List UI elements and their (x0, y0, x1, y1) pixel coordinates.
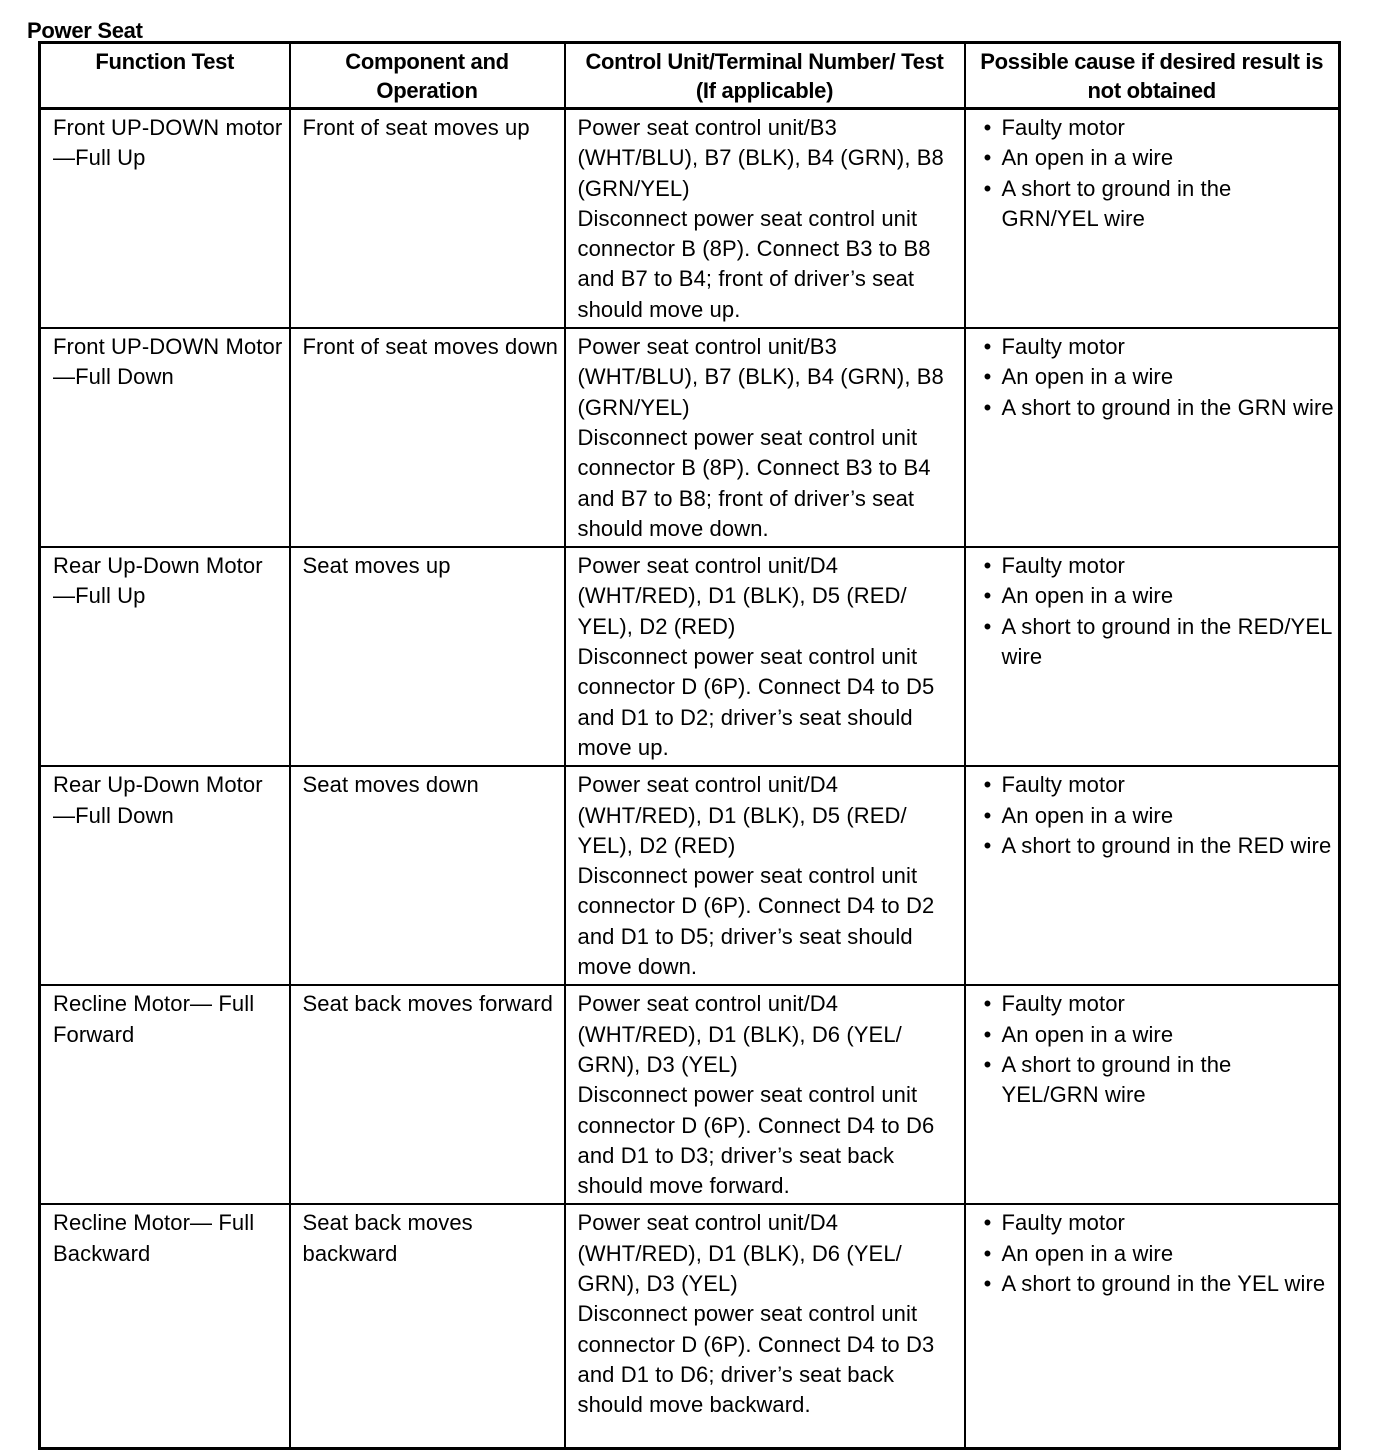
test-procedure-text: Disconnect power seat control unit connector D (6P). Connect D4 to D2 and D1 to D5; driver’s seat should move down. (577, 863, 935, 980)
test-procedure-text: Disconnect power seat control unit connector D (6P). Connect D4 to D5 and D1 to D2; driver’s seat should move up. (577, 644, 935, 760)
cause-list (978, 551, 1335, 672)
cause-item (983, 1050, 1335, 1111)
bullet-icon: • (983, 1240, 992, 1266)
bullet-icon: • (983, 1051, 992, 1077)
table-row (40, 328, 1340, 547)
bullet-icon: • (983, 1021, 992, 1047)
table-row (40, 766, 1340, 985)
function-test-text: Recline Motor— Full Forward (53, 991, 255, 1047)
possible-cause-cell (965, 328, 1340, 547)
test-procedure-text: Disconnect power seat control unit connector B (8P). Connect B3 to B4 and B7 to B8; front of driver’s seat should move down. (577, 424, 931, 541)
bullet-icon: • (983, 1210, 992, 1236)
cause-list (978, 770, 1335, 861)
table-body (40, 109, 1340, 1449)
bullet-icon: • (983, 991, 992, 1017)
bullet-icon: • (983, 583, 992, 609)
cause-text: Faulty motor (1001, 334, 1125, 360)
control-unit-cell (565, 109, 965, 329)
cause-item (983, 113, 1335, 143)
bullet-icon: • (983, 613, 992, 639)
operation-text: Seat back moves backward (302, 1210, 473, 1266)
header-control-unit-terminal: Control Unit/Terminal Number/ Test (If applicable) (565, 43, 965, 109)
bullet-icon: • (983, 553, 992, 579)
cause-text: Faulty motor (1001, 1210, 1125, 1236)
table-row (40, 985, 1340, 1204)
test-procedure-text: Disconnect power seat control unit connector D (6P). Connect D4 to D6 and D1 to D3; driver’s seat back should move forward. (577, 1082, 935, 1199)
cause-item (983, 551, 1335, 581)
cause-list (978, 113, 1335, 234)
cause-list (978, 332, 1335, 423)
header-possible-cause: Possible cause if desired result is not obtained (965, 43, 1340, 109)
cause-item (983, 174, 1335, 235)
cause-text: A short to ground in the YEL/GRN wire (1001, 1051, 1232, 1108)
bullet-icon: • (983, 1270, 992, 1296)
table-header-row (40, 43, 1340, 109)
table-row (40, 109, 1340, 329)
cause-text: An open in a wire (1001, 802, 1174, 828)
operation-cell (290, 766, 565, 985)
test-procedure-text: Disconnect power seat control unit connector D (6P). Connect D4 to D3 and D1 to D6; driver’s seat back should move backward. (577, 1301, 935, 1418)
cause-text: An open in a wire (1001, 583, 1174, 609)
cause-item (983, 143, 1335, 173)
cause-list (978, 989, 1335, 1110)
cause-item (983, 393, 1335, 423)
cause-text: Faulty motor (1001, 991, 1125, 1017)
function-test-text: Rear Up-Down Motor—Full Down (53, 772, 263, 828)
terminals-text: Power seat control unit/B3 (WHT/BLU), B7 (BLK), B4 (GRN), B8 (GRN/YEL) (577, 334, 944, 420)
cause-text: Faulty motor (1001, 553, 1125, 579)
cause-text: An open in a wire (1001, 145, 1174, 171)
function-test-text: Rear Up-Down Motor—Full Up (53, 553, 263, 609)
cause-item (983, 770, 1335, 800)
cause-text: A short to ground in the YEL wire (1001, 1270, 1326, 1296)
operation-cell (290, 1204, 565, 1448)
test-procedure-text: Disconnect power seat control unit connector B (8P). Connect B3 to B8 and B7 to B4; front of driver’s seat should move up. (577, 205, 931, 322)
cause-item (983, 1020, 1335, 1050)
operation-cell (290, 985, 565, 1204)
cause-text: An open in a wire (1001, 1021, 1174, 1047)
control-unit-cell (565, 766, 965, 985)
terminals-text: Power seat control unit/D4 (WHT/RED), D1 (BLK), D6 (YEL/ GRN), D3 (YEL) (577, 991, 902, 1077)
function-test-text: Front UP-DOWN motor—Full Up (53, 115, 283, 171)
cause-list (978, 1208, 1335, 1299)
possible-cause-cell (965, 109, 1340, 329)
bullet-icon: • (983, 364, 992, 390)
table-row (40, 1204, 1340, 1448)
cause-text: An open in a wire (1001, 364, 1174, 390)
possible-cause-cell (965, 985, 1340, 1204)
possible-cause-cell (965, 766, 1340, 985)
terminals-text: Power seat control unit/D4 (WHT/RED), D1 (BLK), D6 (YEL/ GRN), D3 (YEL) (577, 1210, 902, 1296)
bullet-icon: • (983, 175, 992, 201)
bullet-icon: • (983, 115, 992, 140)
bullet-icon: • (983, 145, 992, 171)
page-title: Power Seat (27, 18, 143, 43)
terminals-text: Power seat control unit/D4 (WHT/RED), D1 (BLK), D5 (RED/ YEL), D2 (RED) (577, 772, 907, 858)
table-row (40, 547, 1340, 766)
terminals-text: Power seat control unit/D4 (WHT/RED), D1 (BLK), D5 (RED/ YEL), D2 (RED) (577, 553, 907, 639)
operation-text: Seat back moves forward (302, 991, 554, 1017)
cause-item (983, 1269, 1335, 1299)
header-function-test: Function Test (40, 43, 290, 109)
cause-item (983, 362, 1335, 392)
cause-text: A short to ground in the GRN wire (1001, 394, 1334, 420)
function-test-text: Recline Motor— Full Backward (53, 1210, 255, 1266)
header-component-operation: Component and Operation (290, 43, 565, 109)
function-test-cell (40, 328, 290, 547)
operation-text: Seat moves up (302, 553, 451, 579)
function-test-cell (40, 109, 290, 329)
cause-item (983, 989, 1335, 1019)
bullet-icon: • (983, 832, 992, 858)
control-unit-cell (565, 1204, 965, 1448)
cause-item (983, 1208, 1335, 1238)
bullet-icon: • (983, 802, 992, 828)
function-test-cell (40, 766, 290, 985)
bullet-icon: • (983, 772, 992, 798)
possible-cause-cell (965, 1204, 1340, 1448)
cause-text: Faulty motor (1001, 772, 1125, 798)
control-unit-cell (565, 547, 965, 766)
cause-item (983, 831, 1335, 861)
cause-item (983, 1239, 1335, 1269)
control-unit-cell (565, 328, 965, 547)
operation-cell (290, 109, 565, 329)
cause-text: An open in a wire (1001, 1240, 1174, 1266)
cause-text: A short to ground in the GRN/YEL wire (1001, 175, 1232, 231)
cause-item (983, 581, 1335, 611)
cause-item (983, 612, 1335, 673)
power-seat-function-test-table (38, 41, 1341, 1450)
operation-text: Front of seat moves up (302, 115, 530, 140)
function-test-cell (40, 1204, 290, 1448)
operation-cell (290, 328, 565, 547)
function-test-text: Front UP-DOWN Motor—Full Down (53, 334, 283, 390)
function-test-cell (40, 547, 290, 766)
cause-text: A short to ground in the RED wire (1001, 832, 1332, 858)
operation-text: Front of seat moves down (302, 334, 559, 360)
terminals-text: Power seat control unit/B3 (WHT/BLU), B7 (BLK), B4 (GRN), B8 (GRN/YEL) (577, 115, 944, 201)
cause-item (983, 332, 1335, 362)
cause-text: A short to ground in the RED/YEL wire (1001, 613, 1332, 670)
bullet-icon: • (983, 394, 992, 420)
control-unit-cell (565, 985, 965, 1204)
cause-item (983, 801, 1335, 831)
operation-text: Seat moves down (302, 772, 479, 798)
bullet-icon: • (983, 334, 992, 360)
function-test-cell (40, 985, 290, 1204)
possible-cause-cell (965, 547, 1340, 766)
cause-text: Faulty motor (1001, 115, 1125, 140)
operation-cell (290, 547, 565, 766)
